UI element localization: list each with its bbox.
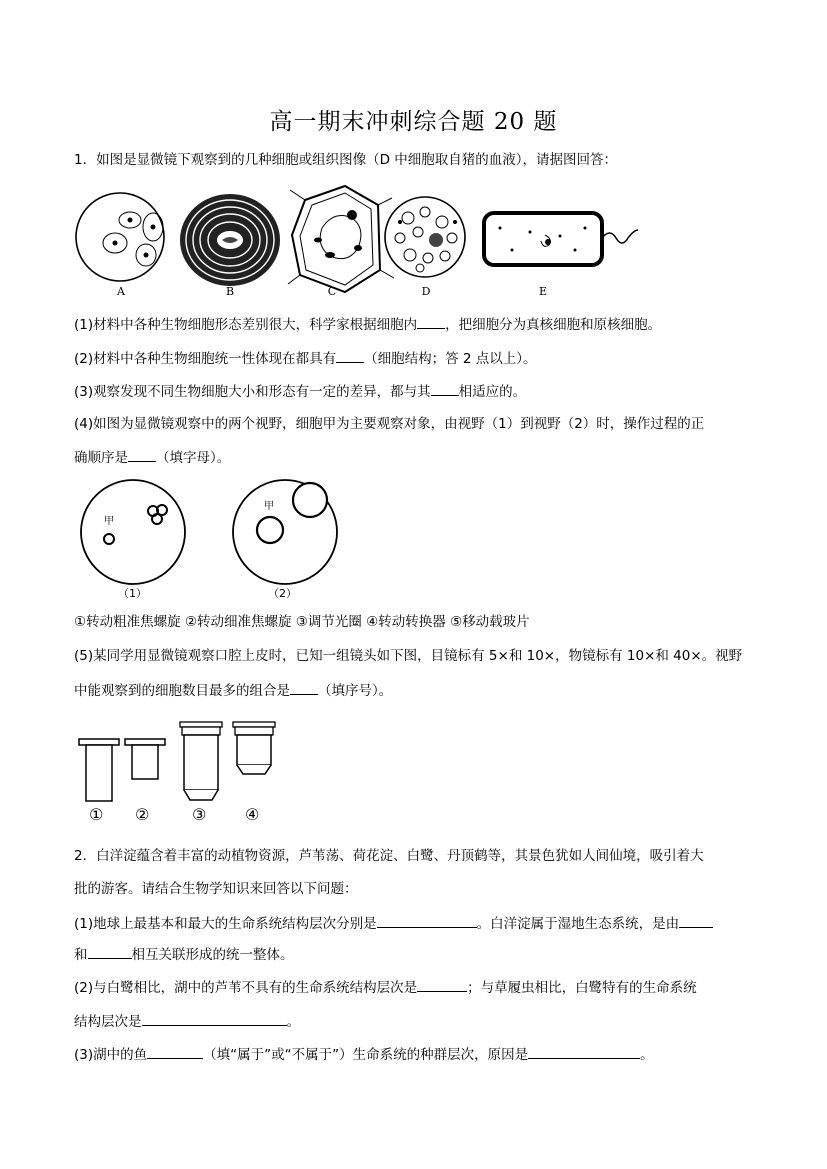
q2-sub1-line2	[74, 944, 764, 965]
lens-4	[233, 722, 275, 774]
answer-blank[interactable]	[528, 1044, 640, 1059]
lens-1	[79, 739, 119, 801]
view-2-jia: 甲	[264, 501, 274, 512]
view-label-1: （1）	[118, 587, 147, 600]
lens-2	[125, 739, 165, 779]
lens-label-2: ②	[135, 805, 150, 824]
lens-label-1: ①	[89, 805, 104, 824]
q1-stem: 1．如图是显微镜下观察到的几种细胞或组织图像（D 中细胞取自猪的血液），请据图回答：	[74, 152, 618, 168]
q2-sub3-a: (3)湖中的鱼	[74, 1047, 148, 1063]
q2-sub2-b: ；与草履虫相比，白鹭特有的生命系统	[467, 980, 697, 996]
q1-sub4-a: 确顺序是	[74, 450, 128, 466]
q1-sub1-b: ，把细胞分为真核细胞和原核细胞。	[445, 317, 662, 333]
page-title: 高一期末冲刺综合题 20 题	[269, 109, 558, 135]
q1-sub2-a: (2)材料中各种生物细胞统一性体现在都具有	[74, 351, 337, 367]
q2-sub2-a: (2)与白鹭相比，湖中的芦苇不具有的生命系统结构层次是	[74, 980, 418, 996]
lens-label-4: ④	[245, 805, 260, 824]
q2-sub1-line2-b: 相互关联形成的统一整体。	[131, 947, 294, 963]
q2-sub1-a: (1)地球上最基本和最大的生命系统结构层次分别是	[74, 916, 377, 932]
figure-label-c: C	[327, 285, 337, 298]
lens-label-3: ③	[192, 805, 207, 824]
q2-sub3-c: 。	[640, 1047, 654, 1063]
q2-stem-line2: 批的游客。请结合生物学知识来回答以下问题：	[74, 881, 358, 897]
q2-sub1-b: 。白洋淀属于湿地生态系统，是由	[476, 916, 680, 932]
q1-options: ①转动粗准焦螺旋 ②转动细准焦螺旋 ③调节光圈 ④转动转换器 ⑤移动载玻片	[74, 614, 530, 630]
answer-blank[interactable]	[147, 1044, 203, 1059]
answer-blank[interactable]	[679, 913, 713, 928]
q2-sub3	[74, 1044, 764, 1065]
q1-sub1-a: (1)材料中各种生物细胞形态差别很大，科学家根据细胞内	[74, 317, 418, 333]
q1-sub3-b: 相适应的。	[458, 384, 527, 400]
figure-label-d: D	[421, 285, 431, 298]
q1-sub4-b: （填字母）。	[156, 450, 231, 466]
q2-sub2-line2	[74, 1011, 764, 1032]
lens-3	[180, 722, 222, 800]
q2-sub1-line2-a: 和	[74, 947, 88, 963]
view-1-jia: 甲	[104, 516, 114, 527]
q2-sub3-b: （填“属于”或“不属于”）生命系统的种群层次，原因是	[203, 1047, 529, 1063]
view-label-2: （2）	[268, 587, 297, 600]
q1-sub5-b: （填序号）。	[318, 683, 393, 699]
answer-blank[interactable]	[88, 944, 132, 959]
answer-blank[interactable]	[377, 913, 477, 928]
q1-sub5-line1: (5)某同学用显微镜观察口腔上皮时，已知一组镜头如下图，目镜标有 5×和 10×，物镜标有 10×和 40×。视野	[74, 648, 743, 664]
q1-sub2-b: （细胞结构；答 2 点以上）。	[364, 351, 537, 367]
q2-sub1	[74, 913, 764, 934]
figure-label-b: B	[225, 285, 235, 298]
q2-stem-line1: 2．白洋淀蕴含着丰富的动植物资源，芦苇荡、荷花淀、白鹭、丹顶鹤等，其景色犹如人间仙境，吸引着大	[74, 848, 704, 864]
figure-label-e: E	[538, 285, 548, 298]
q1-sub3-a: (3)观察发现不同生物细胞大小和形态有一定的差异，都与其	[74, 384, 431, 400]
answer-blank[interactable]	[142, 1011, 287, 1026]
q1-sub5-a: 中能观察到的细胞数目最多的组合是	[74, 683, 290, 699]
q2-sub2-line2-a: 结构层次是	[74, 1014, 142, 1030]
q2-sub2-line2-b: 。	[286, 1014, 300, 1030]
figure-label-a: A	[117, 285, 125, 298]
answer-blank[interactable]	[417, 977, 467, 992]
q1-sub4-line1: (4)如图为显微镜观察中的两个视野，细胞甲为主要观察对象，由视野（1）到视野（2）时，操作过程的正	[74, 416, 705, 432]
q2-sub2	[74, 977, 764, 998]
